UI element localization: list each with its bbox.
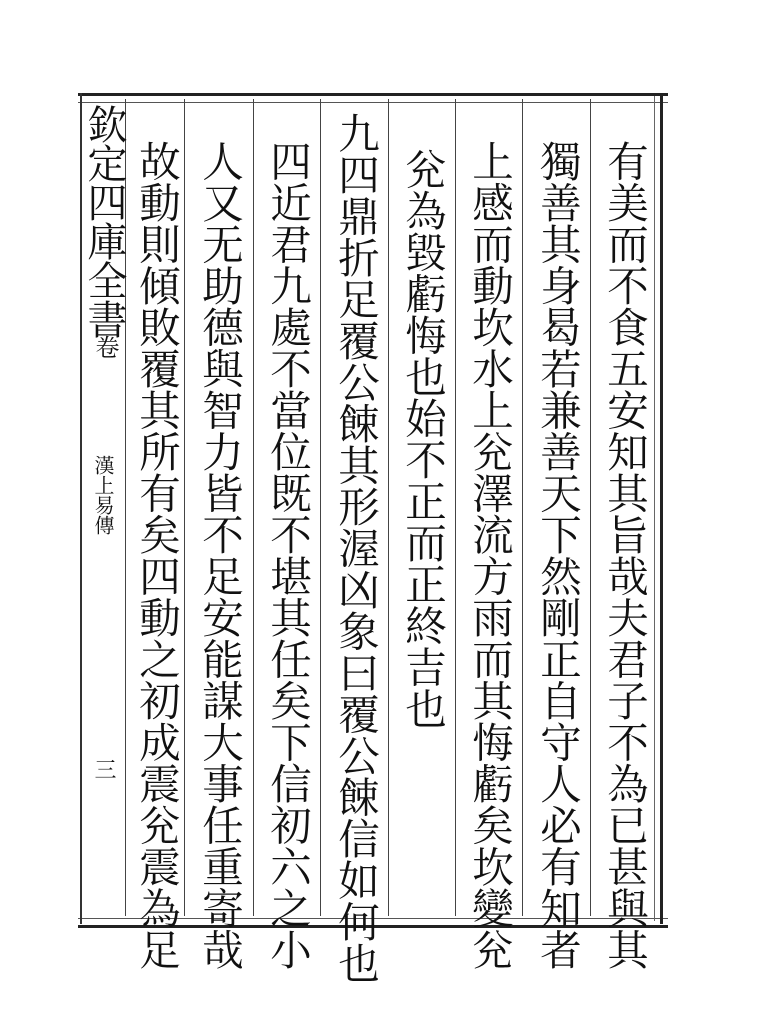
volume-marker: 卷: [91, 335, 119, 359]
text-column: 上感而動坎水上兊澤流方雨而其悔虧矣坎變兊: [465, 140, 514, 970]
text-column: 人又无助德與智力皆不足安能謀大事任重寄哉: [195, 140, 244, 970]
right-inner-border: [654, 96, 655, 921]
text-column: 有美而不食五安知其旨哉夫君子不為已甚與其: [600, 140, 649, 970]
book-title: 漢上易傳: [91, 455, 115, 535]
column-rule: [522, 99, 523, 916]
column-rule: [590, 99, 591, 916]
text-column: 兊為毀虧悔也始不正而正終吉也: [398, 148, 447, 729]
top-border: [78, 93, 668, 103]
text-column: 獨善其身曷若兼善天下然剛正自守人必有知者: [533, 140, 582, 970]
column-rule: [320, 99, 321, 916]
text-column: 九四鼎折足覆公餗其形渥凶象曰覆公餗信如何也: [331, 112, 380, 984]
column-rule: [455, 99, 456, 916]
text-column: 四近君九處不當位既不堪其任矣下信初六之小: [263, 140, 312, 970]
column-rule: [184, 99, 185, 916]
right-border: [660, 93, 663, 924]
column-rule: [388, 99, 389, 916]
text-column: 故動則傾敗覆其所有矣四動之初成震兊震為足: [132, 140, 181, 970]
page-number: 三: [91, 758, 116, 780]
column-rule: [253, 99, 254, 916]
book-series-title: 欽定四庫全書: [81, 104, 127, 338]
